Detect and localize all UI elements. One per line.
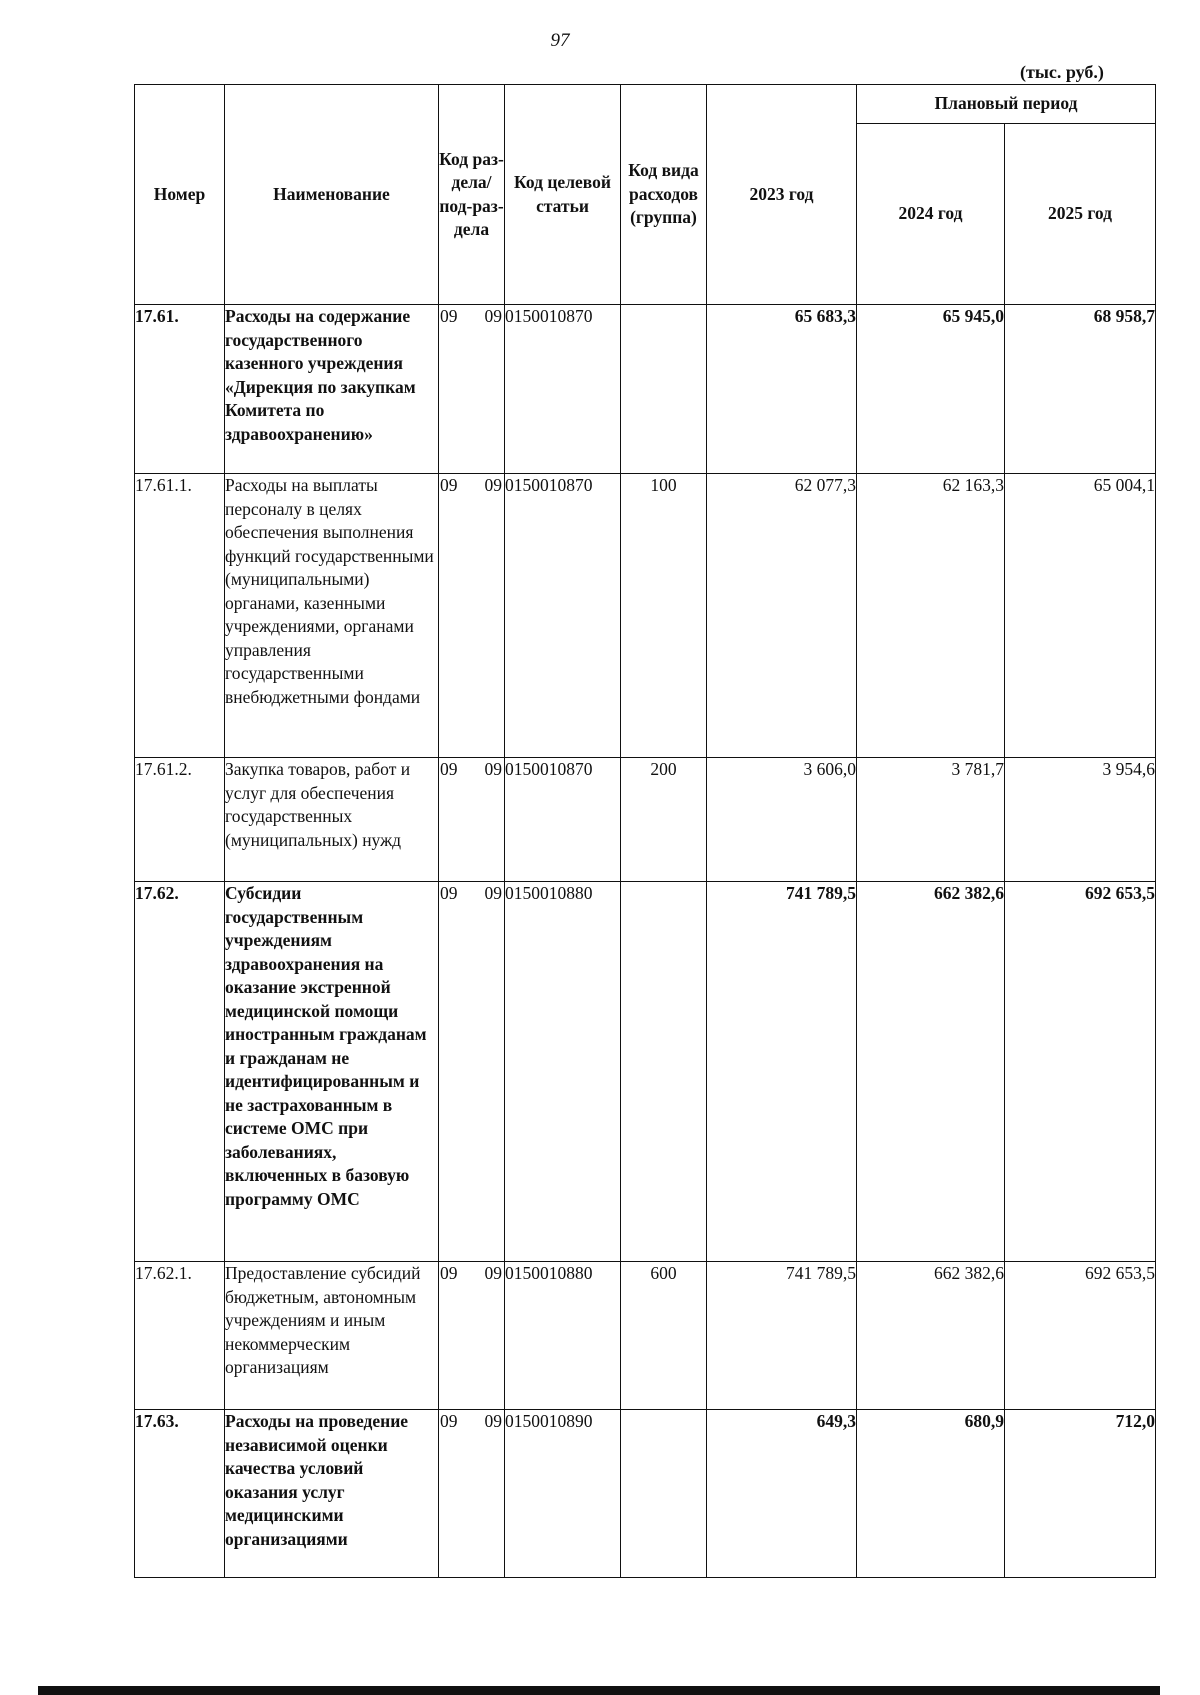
row-razdel: 09 bbox=[440, 883, 458, 903]
row-value-2023: 65 683,3 bbox=[707, 305, 857, 474]
row-target-code: 0150010870 bbox=[505, 758, 621, 882]
header-code-target: Код целевой статьи bbox=[505, 85, 621, 305]
page-number: 97 bbox=[550, 30, 570, 51]
table-row bbox=[135, 758, 1156, 882]
table-row bbox=[135, 1262, 1156, 1410]
row-podrazdel: 09 bbox=[484, 1263, 502, 1283]
row-number: 17.61.1. bbox=[135, 474, 225, 758]
row-value-2023: 3 606,0 bbox=[707, 758, 857, 882]
scan-edge-bar bbox=[38, 1686, 1160, 1695]
row-podrazdel: 09 bbox=[484, 883, 502, 903]
row-name: Расходы на выплаты персоналу в целях обеспечения выполнения функций государственными (муниципальными) органами, казенными учреждениями, органами управления государственными внебюджетными фондами bbox=[225, 474, 439, 758]
row-value-2024: 662 382,6 bbox=[857, 1262, 1005, 1410]
row-target-code: 0150010890 bbox=[505, 1410, 621, 1578]
table-row bbox=[135, 882, 1156, 1262]
row-section-code bbox=[439, 305, 505, 474]
row-name: Расходы на содержание государственного казенного учреждения «Дирекция по закупкам Комитета по здравоохранению» bbox=[225, 305, 439, 474]
row-number: 17.63. bbox=[135, 1410, 225, 1578]
row-section-code bbox=[439, 758, 505, 882]
row-razdel: 09 bbox=[440, 475, 458, 495]
row-name: Расходы на проведение независимой оценки качества условий оказания услуг медицинскими организациями bbox=[225, 1410, 439, 1578]
budget-table bbox=[134, 84, 1156, 1578]
row-value-2023: 649,3 bbox=[707, 1410, 857, 1578]
row-razdel: 09 bbox=[440, 759, 458, 779]
row-number: 17.62. bbox=[135, 882, 225, 1262]
row-value-2024: 62 163,3 bbox=[857, 474, 1005, 758]
row-target-code: 0150010880 bbox=[505, 882, 621, 1262]
row-value-2025: 712,0 bbox=[1005, 1410, 1156, 1578]
units-label: (тыс. руб.) bbox=[1020, 62, 1104, 82]
row-number: 17.61.2. bbox=[135, 758, 225, 882]
row-value-2024: 662 382,6 bbox=[857, 882, 1005, 1262]
row-podrazdel: 09 bbox=[484, 1411, 502, 1431]
row-type-code: 600 bbox=[621, 1262, 707, 1410]
header-year-2023: 2023 год bbox=[707, 85, 857, 305]
row-podrazdel: 09 bbox=[484, 759, 502, 779]
row-name: Закупка товаров, работ и услуг для обеспечения государственных (муниципальных) нужд bbox=[225, 758, 439, 882]
header-row-1 bbox=[135, 85, 1156, 124]
row-target-code: 0150010870 bbox=[505, 474, 621, 758]
row-value-2023: 741 789,5 bbox=[707, 1262, 857, 1410]
row-type-code bbox=[621, 305, 707, 474]
row-podrazdel: 09 bbox=[484, 306, 502, 326]
row-value-2025: 68 958,7 bbox=[1005, 305, 1156, 474]
row-value-2024: 3 781,7 bbox=[857, 758, 1005, 882]
row-section-code bbox=[439, 474, 505, 758]
row-target-code: 0150010870 bbox=[505, 305, 621, 474]
row-type-code: 100 bbox=[621, 474, 707, 758]
row-value-2024: 680,9 bbox=[857, 1410, 1005, 1578]
row-type-code bbox=[621, 882, 707, 1262]
row-value-2024: 65 945,0 bbox=[857, 305, 1005, 474]
row-number: 17.61. bbox=[135, 305, 225, 474]
row-value-2025: 3 954,6 bbox=[1005, 758, 1156, 882]
header-number: Номер bbox=[135, 85, 225, 305]
row-section-code bbox=[439, 1262, 505, 1410]
header-code-type: Код вида расходов (группа) bbox=[621, 85, 707, 305]
table-row bbox=[135, 474, 1156, 758]
row-value-2025: 692 653,5 bbox=[1005, 882, 1156, 1262]
row-section-code bbox=[439, 1410, 505, 1578]
row-number: 17.62.1. bbox=[135, 1262, 225, 1410]
row-value-2025: 692 653,5 bbox=[1005, 1262, 1156, 1410]
row-name: Предоставление субсидий бюджетным, автономным учреждениям и иным некоммерческим организациям bbox=[225, 1262, 439, 1410]
table-row bbox=[135, 305, 1156, 474]
row-razdel: 09 bbox=[440, 1263, 458, 1283]
row-razdel: 09 bbox=[440, 306, 458, 326]
row-section-code bbox=[439, 882, 505, 1262]
header-planned-period: Плановый период bbox=[857, 85, 1156, 124]
header-name: Наименование bbox=[225, 85, 439, 305]
row-value-2023: 741 789,5 bbox=[707, 882, 857, 1262]
header-year-2024: 2024 год bbox=[857, 124, 1005, 305]
row-type-code: 200 bbox=[621, 758, 707, 882]
row-target-code: 0150010880 bbox=[505, 1262, 621, 1410]
header-code-section: Код раз-дела/ под-раз-дела bbox=[439, 85, 505, 305]
header-year-2025: 2025 год bbox=[1005, 124, 1156, 305]
row-razdel: 09 bbox=[440, 1411, 458, 1431]
row-podrazdel: 09 bbox=[484, 475, 502, 495]
row-type-code bbox=[621, 1410, 707, 1578]
table-row bbox=[135, 1410, 1156, 1578]
row-value-2025: 65 004,1 bbox=[1005, 474, 1156, 758]
row-value-2023: 62 077,3 bbox=[707, 474, 857, 758]
row-name: Субсидии государственным учреждениям здравоохранения на оказание экстренной медицинской помощи иностранным гражданам и гражданам не идентифицированным и не застрахованным в системе ОМС при заболеваниях, включенных в базовую программу ОМС bbox=[225, 882, 439, 1262]
